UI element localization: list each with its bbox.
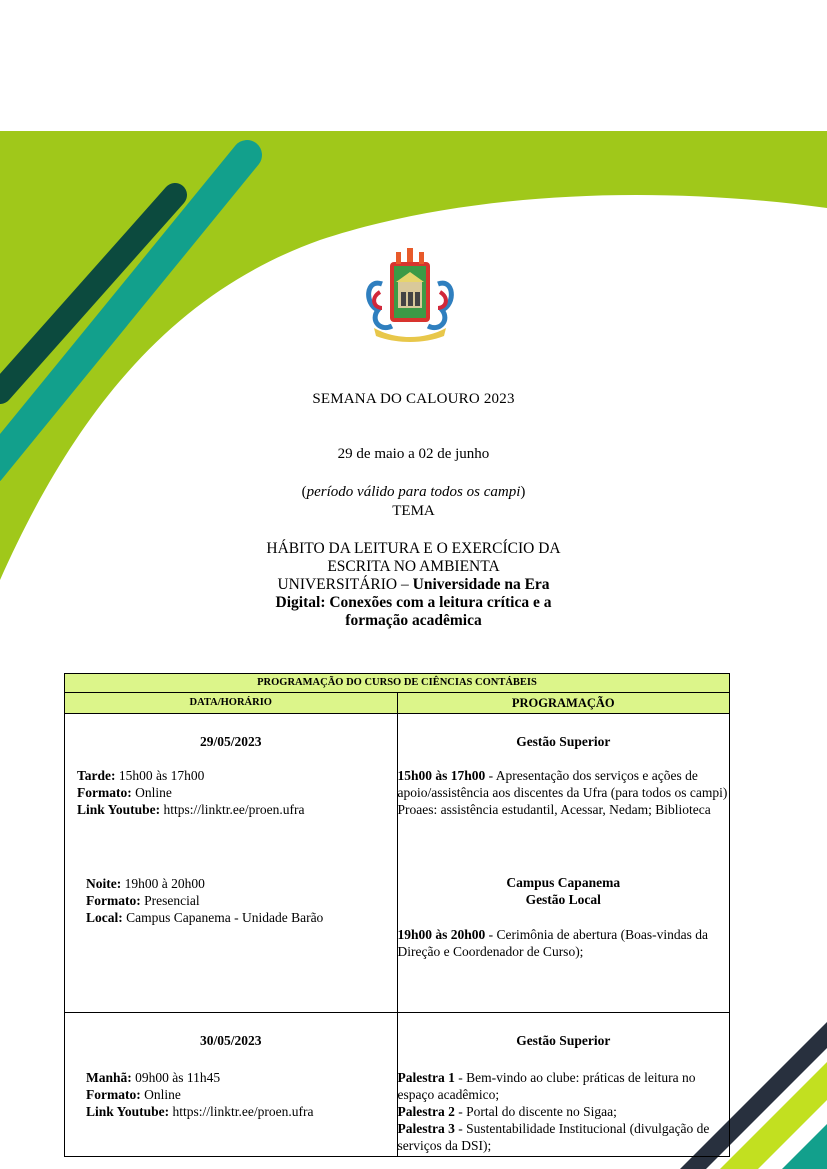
day2-date-cell (65, 1013, 398, 1157)
talk-label: Palestra 3 (397, 1121, 455, 1136)
day1-program-night (398, 926, 730, 960)
talk-label: Palestra 2 (397, 1104, 455, 1119)
day2-date: 30/05/2023 (199, 1033, 262, 1048)
day1-date: 29/05/2023 (199, 734, 262, 749)
campus-name: Campus Capanema (506, 875, 621, 890)
morning-time: 09h00 às 11h45 (131, 1070, 221, 1085)
table-row (65, 1013, 730, 1157)
theme-line: ESCRITA NO AMBIENTA (327, 558, 500, 575)
program-text: - Apresentação dos serviços e ações de apoio/assistência aos discentes da Ufra (para todos os campi) Proaes: assistência estudantil, Acessar, Nedam; Biblioteca (397, 768, 728, 817)
talk-item (398, 1120, 730, 1154)
theme-line: Digital: Conexões com a leitura crítica e a (275, 594, 552, 611)
talk-item (398, 1069, 730, 1103)
morning-format: Online (140, 1087, 181, 1102)
day1-management-header: Gestão Superior (516, 734, 611, 749)
table-row (65, 714, 730, 1013)
table-header-row (65, 693, 730, 714)
theme-line: formação acadêmica (345, 612, 482, 629)
day1-date-cell (65, 714, 398, 1013)
link-label: Link Youtube: (86, 1104, 170, 1119)
night-label: Noite: (86, 876, 122, 891)
talk-label: Palestra 1 (397, 1070, 455, 1085)
day1-night-info (86, 875, 323, 926)
local-label: Local: (86, 910, 123, 925)
theme-line (0, 576, 827, 594)
format-label: Formato: (86, 1087, 141, 1102)
format-label: Formato: (77, 785, 132, 800)
theme-label: TEMA (392, 503, 435, 519)
university-emblem (360, 248, 460, 344)
local-management: Gestão Local (525, 892, 601, 907)
period-note (0, 484, 827, 501)
schedule-table (64, 673, 730, 1157)
format-label: Formato: (86, 893, 141, 908)
col-date-header: DATA/HORÁRIO (65, 693, 398, 714)
day2-program-talks (398, 1069, 730, 1154)
night-time: 19h00 à 20h00 (121, 876, 205, 891)
program-time: 15h00 às 17h00 (397, 768, 486, 783)
youtube-link[interactable]: https://linktr.ee/proen.ufra (169, 1104, 314, 1119)
event-title: SEMANA DO CALOURO 2023 (312, 391, 515, 407)
night-local: Campus Capanema - Unidade Barão (122, 910, 324, 925)
theme-text (0, 540, 827, 630)
afternoon-label: Tarde: (77, 768, 116, 783)
table-title-row (65, 674, 730, 693)
period-text: período válido para todos os campi (306, 484, 521, 500)
day2-program-cell (397, 1013, 730, 1157)
night-format: Presencial (140, 893, 200, 908)
table-title: PROGRAMAÇÃO DO CURSO DE CIÊNCIAS CONTÁBEIS (65, 674, 730, 693)
theme-line-plain: UNIVERSITÁRIO – (277, 576, 413, 593)
event-dates: 29 de maio a 02 de junho (337, 446, 490, 462)
day1-program-cell (397, 714, 730, 1013)
afternoon-time: 15h00 às 17h00 (115, 768, 205, 783)
talk-text: - Portal do discente no Sigaa; (454, 1104, 617, 1119)
period-open: ( (301, 484, 307, 500)
col-program-header: PROGRAMAÇÃO (397, 693, 730, 714)
day2-management-header: Gestão Superior (516, 1033, 611, 1048)
period-close: ) (520, 484, 526, 500)
day2-morning-info (86, 1069, 314, 1120)
theme-line-bold: Universidade na Era (412, 576, 550, 593)
link-label: Link Youtube: (77, 802, 161, 817)
program-text: - Cerimônia de abertura (Boas-vindas da Direção e Coordenador de Curso); (397, 927, 708, 959)
talk-text: - Sustentabilidade Institucional (divulgação de serviços da DSI); (397, 1121, 710, 1153)
talk-text: - Bem-vindo ao clube: práticas de leitura no espaço acadêmico; (397, 1070, 696, 1102)
theme-line: HÁBITO DA LEITURA E O EXERCÍCIO DA (266, 540, 561, 557)
day1-afternoon-info (77, 767, 305, 818)
morning-label: Manhã: (86, 1070, 132, 1085)
afternoon-format: Online (131, 785, 172, 800)
program-time: 19h00 às 20h00 (397, 927, 486, 942)
talk-item (398, 1103, 730, 1120)
day1-program-afternoon (398, 767, 730, 818)
youtube-link[interactable]: https://linktr.ee/proen.ufra (160, 802, 305, 817)
